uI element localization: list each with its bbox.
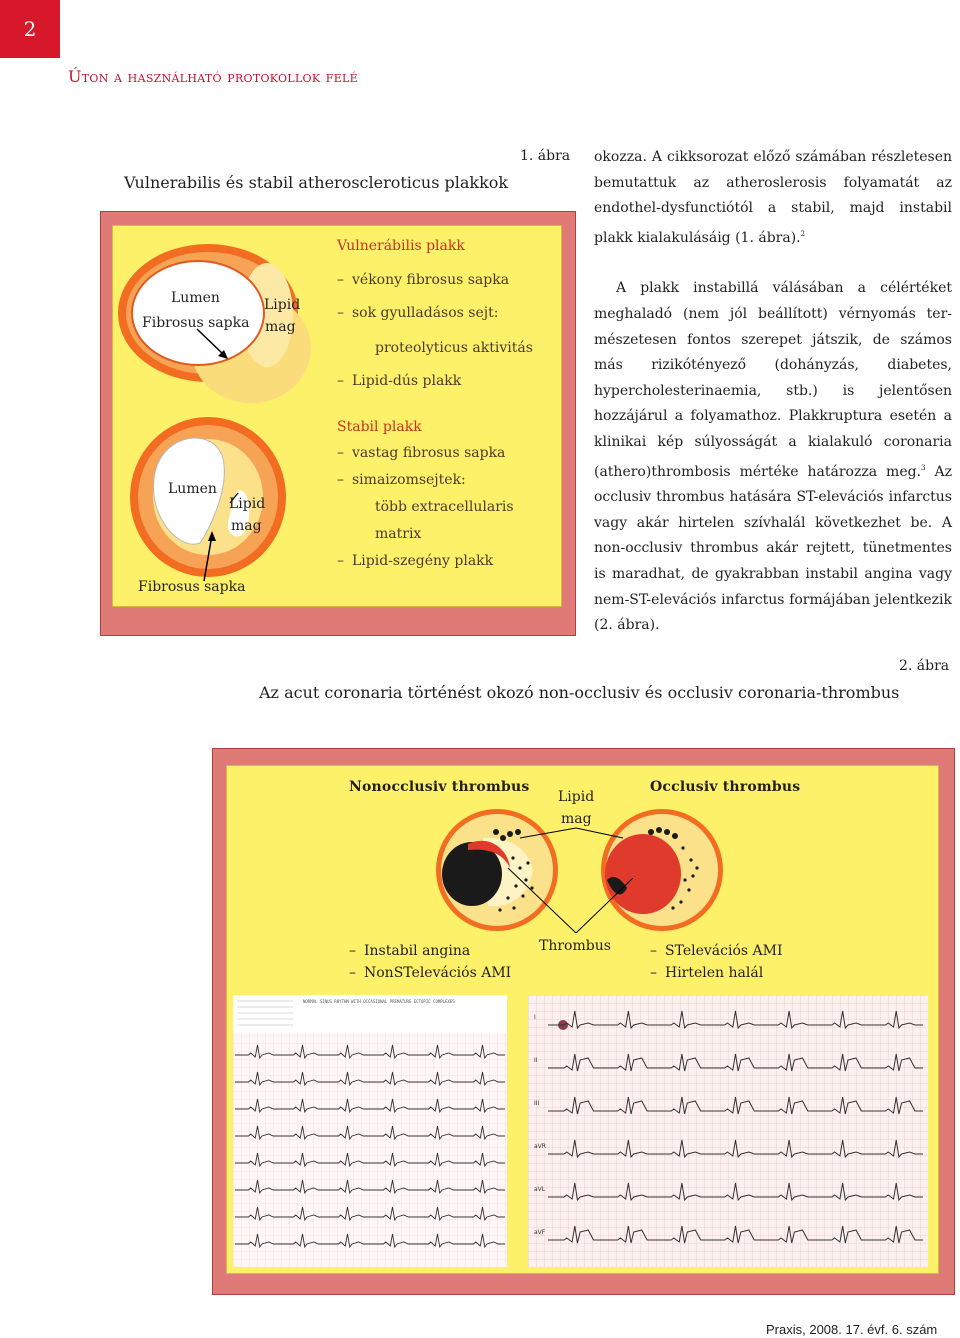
ecg-left-header: NORMAL SINUS RHYTHM WITH OCCASIONAL PREMATURE ECTOPIC COMPLEXES [303,999,455,1004]
stable-item: – vastag fibrosus sapka [337,445,505,461]
vulnerable-item: proteolyticus aktivitás [375,340,533,356]
ecg-left [233,995,507,1267]
vulnerable-item: – Lipid-dús plakk [337,373,461,389]
figure1-label: 1. ábra [520,148,571,164]
occlusive-outcome: – STelevációs AMI [650,943,783,959]
ecg-lead-label: III [534,1100,540,1107]
bottom-lumen-label: Lumen [168,481,217,497]
top-cap-label: Fibrosus sapka [142,315,250,331]
lipid-label-2: mag [561,811,592,827]
vulnerable-heading: Vulnerábilis plakk [337,238,465,254]
ecg-lead-label: II [534,1057,538,1064]
top-lumen-label: Lumen [171,290,220,306]
lipid-label: Lipid [558,789,595,805]
thrombus-diagrams [428,808,728,933]
figure2-title: Az acut coronaria történést okozó non-occlusiv és occlusiv coronaria-thrombus [259,683,900,702]
bottom-lipid-label: Lipid [229,496,266,512]
top-lipid-label-2: mag [265,319,296,335]
stable-item: több extracellularis [375,499,514,515]
nonocclusive-outcome: – NonSTelevációs AMI [349,965,511,981]
occlusive-heading: Occlusiv thrombus [650,779,801,795]
paragraph-1: okozza. A cikksorozat előző számában részletesen bemutattuk az atheroslerosis folyamatát az endothel-dysfunctiótól a stabil, majd instabil plakk kialakulásáig (1. ábra).$^2$ [594,149,952,246]
ecg-right [528,995,928,1267]
nonocclusive-outcome: – Instabil angina [349,943,470,959]
stable-item: – simaizomsejtek: [337,472,466,488]
bottom-cap-label: Fibrosus sapka [138,579,246,595]
running-head: Úton a használható protokollok felé [68,67,358,86]
vulnerable-item: – sok gyulladásos sejt: [337,305,498,321]
body-text [594,145,952,639]
stable-item: – Lipid-szegény plakk [337,553,493,569]
ecg-lead-label: aVR [534,1143,546,1150]
occlusive-outcome: – Hirtelen halál [650,965,763,981]
page-footer: Praxis, 2008. 17. évf. 6. szám [766,1322,938,1337]
top-lipid-label: Lipid [264,297,301,313]
paragraph-2: A plakk instabillá válásában a célértéket meghaladó (nem jól beállított) vérnyomás természetesen fontos szerepet játszik, de számos más rizikótényező (dohányzás, diabetes, hypercholesterinaemia, stb.) is jelentősen hozzájárul a folyamathoz. Plakkruptura esetén a klinikai kép súlyosságát a kialakuló coronaria (athero)thrombosis mértéke határozza meg.$^3$ Az occlusiv thrombus hatására ST-elevációs infarctus vagy akár hirtelen szívhalál következhet be. A non-occlusiv thrombus akár rejtett, tünetmentes is maradhat, de gyakrabban instabil angina vagy nem-ST-elevációs infarctus formájában jelentkezik (2. ábra). [594,280,952,634]
stable-heading: Stabil plakk [337,419,422,435]
figure2-label: 2. ábra [899,658,950,674]
nonocclusive-vessel [436,809,558,931]
ecg-lead-label: I [534,1014,536,1021]
thrombus-label: Thrombus [539,938,611,954]
page-number: 2 [0,0,60,58]
vulnerable-item: – vékony fibrosus sapka [337,272,509,288]
plaque-diagrams [112,225,332,607]
ecg-lead-label: aVF [534,1229,546,1236]
nonocclusive-heading: Nonocclusiv thrombus [349,779,530,795]
figure1-title: Vulnerabilis és stabil atheroscleroticus plakkok [124,173,509,192]
stable-item: matrix [375,526,422,542]
bottom-lipid-label-2: mag [231,518,262,534]
ecg-lead-label: aVL [534,1186,546,1193]
occlusive-vessel [601,809,723,931]
